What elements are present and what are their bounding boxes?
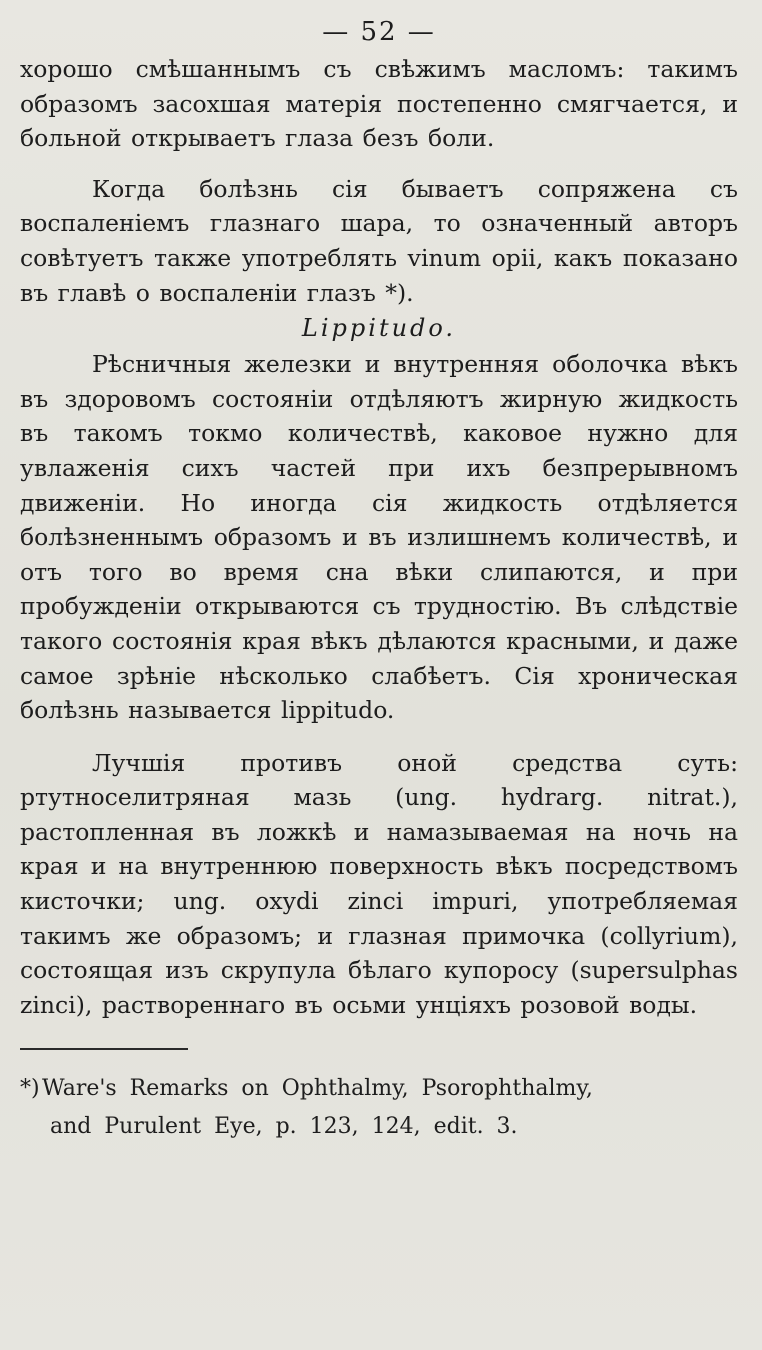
footnote-line-1: Ware's Remarks on Ophthalmy, Psorophthalmy,: [42, 1076, 593, 1102]
page-number: — 52 —: [322, 17, 436, 47]
paragraph-description: Рѣсничныя железки и внутренняя оболочка вѣкъ въ здоровомъ состояніи отдѣляютъ жирную жидкость въ такомъ токмо количествѣ, каковое нужно для увлаженія сихъ частей при ихъ безпрерывномъ движеніи. Но иногда сія жидкость отдѣляется болѣзненнымъ образомъ и въ излишнемъ количествѣ, и отъ того во время сна вѣки слипаются, и при пробужденіи открываются съ трудностію. Въ слѣдствіе такого состоянія края вѣкъ дѣлаются красными, и даже самое зрѣніе нѣсколько слабѣетъ. Сія хроническая болѣзнь называется lippitudo.: [20, 350, 738, 725]
section-title: Lippitudo.: [301, 314, 457, 343]
footnote-mark: *): [20, 1076, 40, 1102]
footnote: [20, 1070, 738, 1146]
footnote-line-2: and Purulent Eye, p. 123, 124, edit. 3.: [50, 1114, 518, 1140]
paragraph-continuation: хорошо смѣшаннымъ съ свѣжимъ масломъ: такимъ образомъ засохшая матерія постепенно смягчается, и больной открываетъ глаза безъ боли.: [20, 55, 738, 153]
paragraph-inflammation: Когда болѣзнь сія бываетъ сопряжена съ воспаленіемъ глазнаго шара, то означенный авторъ совѣтуетъ также употреблять vinum opii, какъ показано въ главѣ о воспаленіи глазъ *).: [20, 174, 738, 307]
paragraph-remedies: Лучшія противъ оной средства суть: ртутноселитряная мазь (ung. hydrarg. nitrat.), растопленная въ ложкѣ и намазываемая на ночь на края и на внутреннюю поверхность вѣкъ посредствомъ кисточки; ung. oxydi zinci impuri, употребляемая такимъ же образомъ; и глазная примочка (collyrium), состоящая изъ скрупула бѣлаго купоросу (supersulphas zinci), раствореннаго въ осьми унціяхъ розовой воды.: [20, 748, 738, 1019]
footnote-divider: [20, 1048, 188, 1050]
